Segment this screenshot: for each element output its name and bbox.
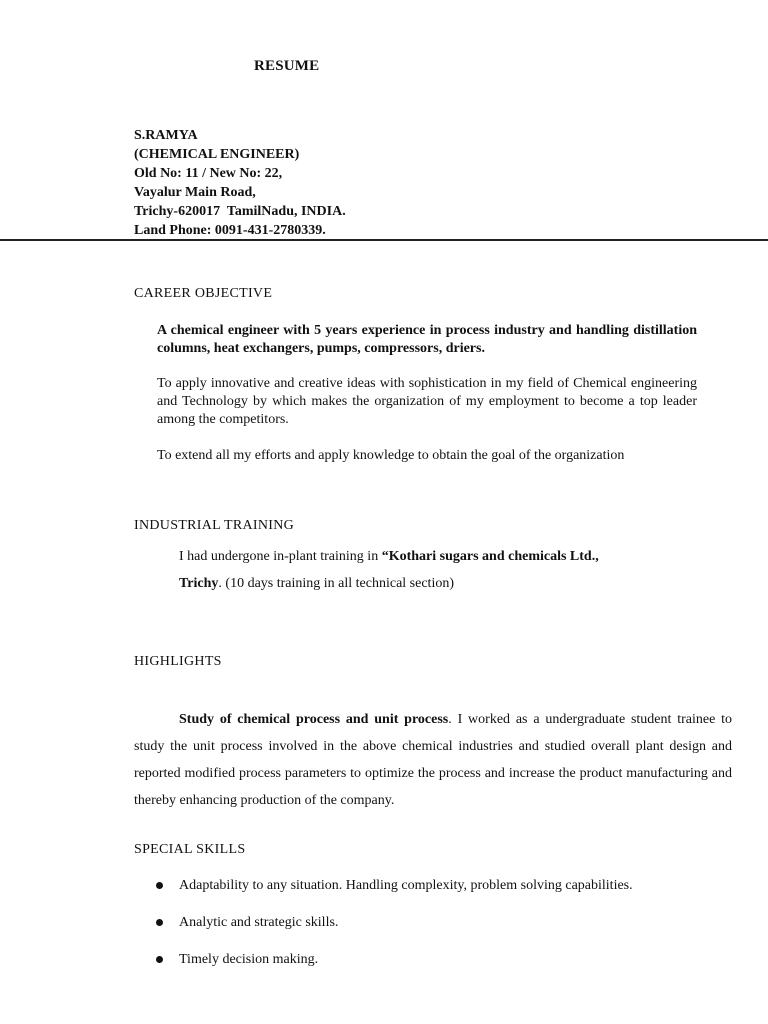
document-title: RESUME — [254, 58, 320, 74]
training-prefix: I had undergone in-plant training in — [179, 549, 382, 564]
bullet-icon — [156, 919, 163, 926]
special-skills-heading: SPECIAL SKILLS — [134, 842, 246, 857]
career-objective-paragraph-2: To extend all my efforts and apply knowledge to obtain the goal of the organization — [157, 448, 625, 463]
bullet-icon — [156, 882, 163, 889]
highlights-bold-lead: Study of chemical process and unit process — [179, 712, 449, 727]
address-line-3: Trichy-620017 TamilNadu, INDIA. — [134, 204, 346, 219]
training-company: “Kothari sugars and chemicals Ltd., — [381, 549, 599, 564]
contact-block — [134, 126, 346, 240]
career-objective-heading: CAREER OBJECTIVE — [134, 286, 273, 301]
skill-item: Adaptability to any situation. Handling complexity, problem solving capabilities. — [134, 876, 734, 913]
bullet-icon — [156, 956, 163, 963]
header-divider — [0, 239, 768, 241]
highlights-heading: HIGHLIGHTS — [134, 654, 222, 669]
land-phone: Land Phone: 0091-431-2780339. — [134, 223, 326, 238]
training-city: Trichy — [179, 576, 219, 591]
career-summary: A chemical engineer with 5 years experience in process industry and handling distillation columns, heat exchangers, pumps, compressors, driers. — [157, 323, 697, 356]
applicant-name: S.RAMYA — [134, 128, 198, 143]
address-line-1: Old No: 11 / New No: 22, — [134, 166, 283, 181]
special-skills-list — [134, 876, 734, 987]
industrial-training-heading: INDUSTRIAL TRAINING — [134, 518, 295, 533]
training-line-2 — [179, 576, 454, 592]
highlights-paragraph — [134, 706, 732, 814]
applicant-profession: (CHEMICAL ENGINEER) — [134, 147, 300, 162]
skill-item: Timely decision making. — [134, 950, 734, 987]
highlights-text: . I worked as a undergraduate student trainee to study the unit process involved in the above chemical industries and studied overall plant design and reported modified process parameters to optimize the process and increase the product manufacturing and thereby enhancing production of the company. — [134, 712, 733, 808]
training-duration: . (10 days training in all technical section) — [218, 576, 454, 591]
training-line-1 — [179, 549, 599, 565]
address-line-2: Vayalur Main Road, — [134, 185, 256, 200]
career-objective-paragraph-1: To apply innovative and creative ideas with sophistication in my field of Chemical engineering and Technology by which makes the organization of my employment to become a top leader among the competitors. — [157, 376, 697, 427]
skill-item: Analytic and strategic skills. — [134, 913, 734, 950]
